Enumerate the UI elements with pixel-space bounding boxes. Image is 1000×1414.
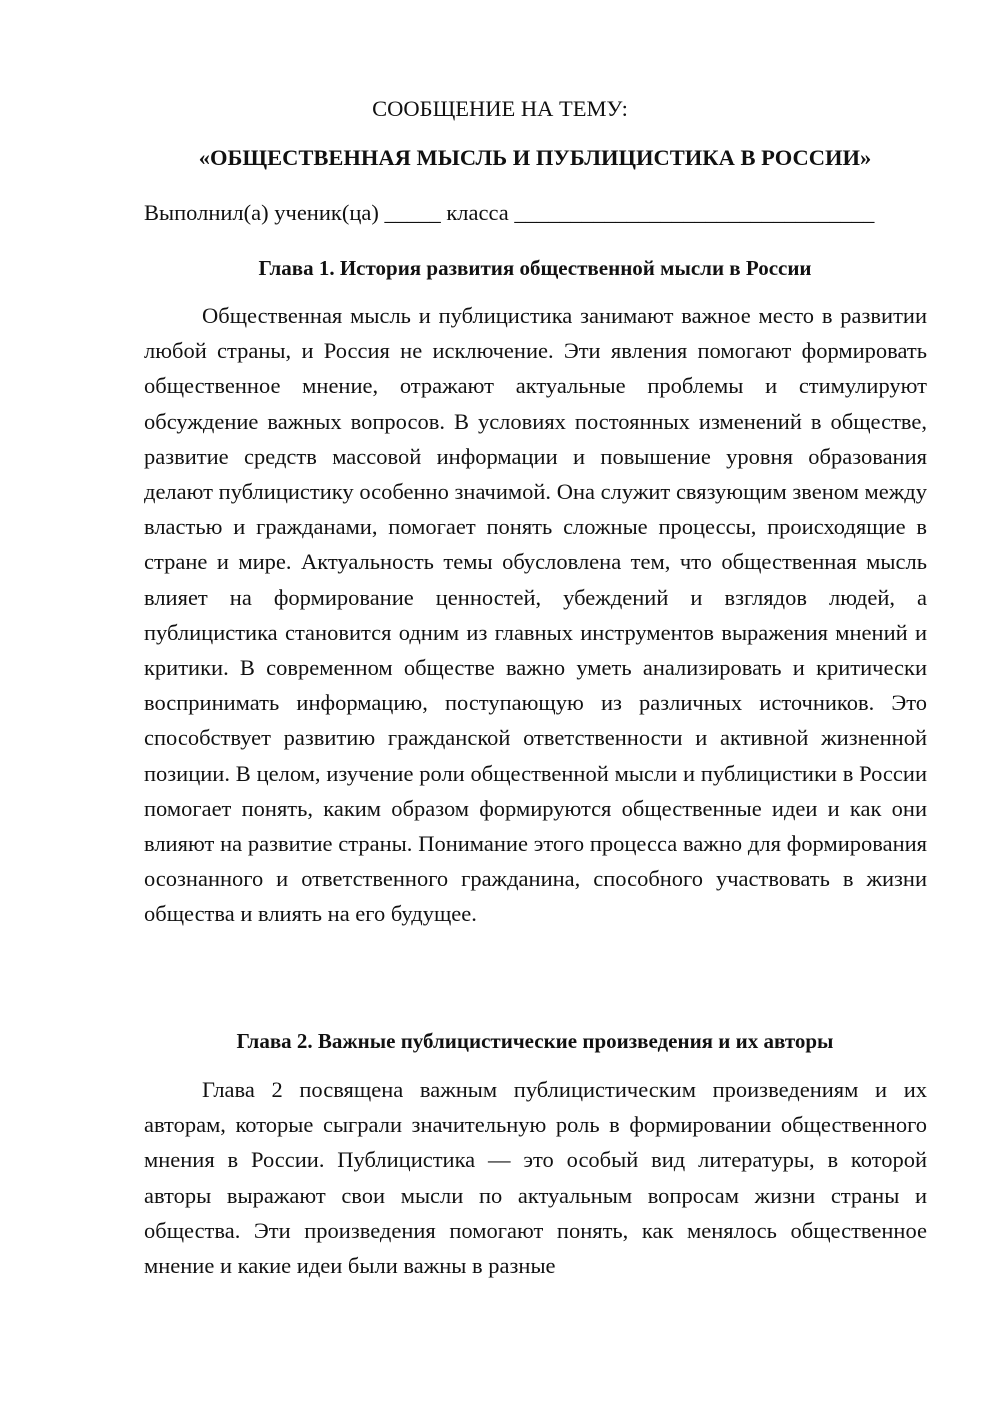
chapter-2-heading: Глава 2. Важные публицистические произведения и их авторы (236, 1029, 834, 1053)
document-title: «ОБЩЕСТВЕННАЯ МЫСЛЬ И ПУБЛИЦИСТИКА В РОССИИ» (198, 145, 872, 170)
topic-label: СООБЩЕНИЕ НА ТЕМУ: (372, 96, 628, 121)
author-line: Выполнил(а) ученик(ца) _____ класса ________________________________ (144, 200, 875, 225)
chapter-2-paragraph: Глава 2 посвящена важным публицистическим произведениям и их авторам, которые сыграли значительную роль в формировании общественного мнения в России. Публицистика — это особый вид литературы, в которой авторы выражают свои мысли по актуальным вопросам жизни страны и общества. Эти произведения помогают понять, как менялось общественное мнение и какие идеи были важны в разные (144, 1077, 927, 1279)
chapter-1-heading: Глава 1. История развития общественной мысли в России (258, 256, 812, 280)
chapter-1-paragraph: Общественная мысль и публицистика занимают важное место в развитии любой страны, и Россия не исключение. Эти явления помогают формировать общественное мнение, отражают актуальные проблемы и стимулируют обсуждение важных вопросов. В условиях постоянных изменений в обществе, развитие средств массовой информации и повышение уровня образования делают публицистику особенно значимой. Она служит связующим звеном между властью и гражданами, помогает понять сложные процессы, происходящие в стране и мире. Актуальность темы обусловлена тем, что общественная мысль влияет на формирование ценностей, убеждений и взглядов людей, а публицистика становится одним из главных инструментов выражения мнений и критики. В современном обществе важно уметь анализировать и критически воспринимать информацию, поступающую из различных источников. Это способствует развитию гражданской ответственности и активной жизненной позиции. В целом, изучение роли общественной мысли и публицистики в России помогает понять, каким образом формируются общественные идеи и как они влияют на развитие страны. Понимание этого процесса важно для формирования осознанного и ответственного гражданина, способного участвовать в жизни общества и влиять на его будущее. (144, 303, 927, 927)
